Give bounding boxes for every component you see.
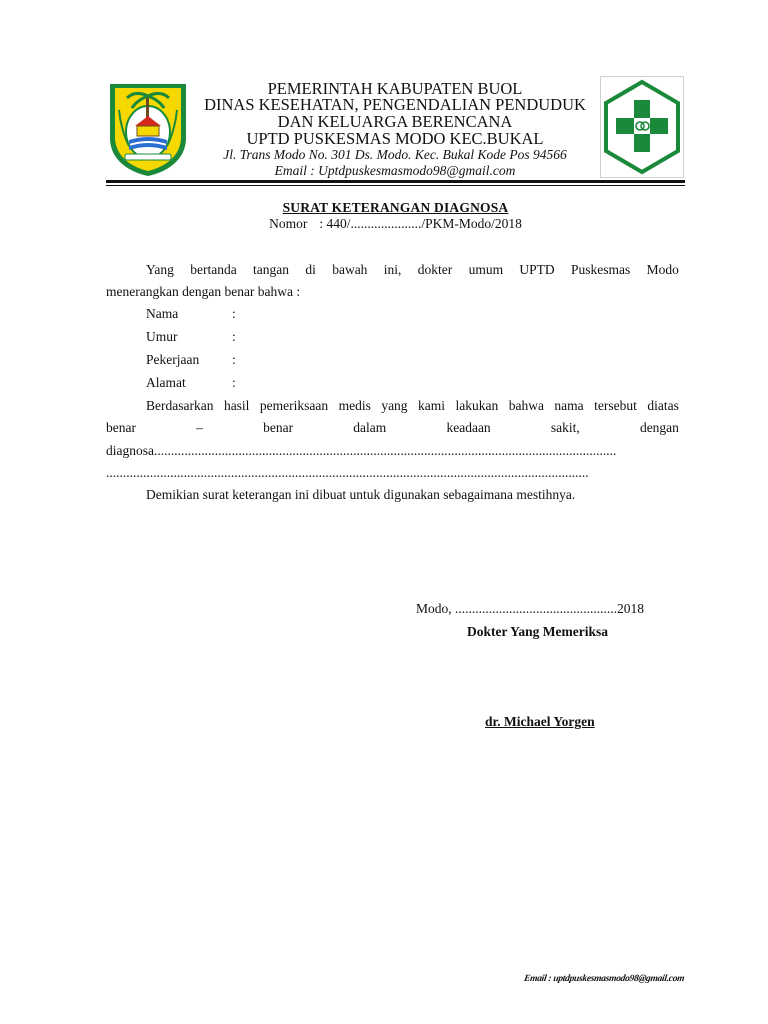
- puskesmas-cross-icon: [600, 76, 684, 178]
- document-number: [106, 216, 685, 232]
- nomor-label: Nomor: [269, 216, 308, 231]
- paragraph-1-word: umum: [468, 262, 504, 277]
- signature-title: Dokter Yang Memeriksa: [467, 624, 608, 639]
- paragraph-2-line-2-word: sakit,: [550, 420, 580, 435]
- document-title: SURAT KETERANGAN DIAGNOSA: [282, 200, 509, 215]
- paragraph-2-line-1-word: pemeriksaan: [259, 398, 329, 413]
- paragraph-2-line-1-word: hasil: [223, 398, 250, 413]
- footer-email: Email : uptdpuskesmasmodo98@gmail.com: [523, 974, 685, 984]
- paragraph-1-word: dokter: [417, 262, 453, 277]
- signature-name: dr. Michael Yorgen: [485, 714, 595, 729]
- paragraph-1-line-2: menerangkan dengan benar bahwa :: [106, 284, 301, 299]
- field-colon-umur: :: [232, 329, 236, 344]
- signature-place-date: Modo, ................................................2018: [416, 601, 645, 616]
- field-colon-nama: :: [232, 306, 236, 321]
- letterhead-email: Email : Uptdpuskesmasmodo98@gmail.com: [274, 163, 516, 178]
- paragraph-1-word: bawah: [332, 262, 368, 277]
- paragraph-1-line-1: [146, 262, 679, 278]
- paragraph-1-word: tangan: [253, 262, 290, 277]
- kabupaten-buol-emblem-icon: [107, 80, 189, 178]
- paragraph-2-line-1-word: Berdasarkan: [146, 398, 214, 413]
- letterhead-line-2: DINAS KESEHATAN, PENGENDALIAN PENDUDUK: [204, 95, 586, 114]
- paragraph-1-word: Yang: [146, 262, 174, 277]
- paragraph-2-line-1-word: medis: [338, 398, 371, 413]
- paragraph-2-line-2-word: dengan: [639, 420, 679, 435]
- letterhead-rule-thick: [106, 180, 685, 183]
- paragraph-2-line-2-word: dalam: [353, 420, 387, 435]
- paragraph-2-line-2-word: benar: [263, 420, 294, 435]
- letterhead-line-4: UPTD PUSKESMAS MODO KEC.BUKAL: [246, 129, 544, 148]
- paragraph-2-line-1-word: tersebut: [594, 398, 637, 413]
- field-label-nama: Nama: [146, 306, 179, 321]
- paragraph-2-line-1-word: diatas: [647, 398, 679, 413]
- paragraph-2-line-1-word: yang: [381, 398, 408, 413]
- paragraph-2-line-1-word: lakukan: [455, 398, 499, 413]
- paragraph-1-word: Modo: [646, 262, 679, 277]
- letterhead-rule-thin: [106, 185, 685, 186]
- nomor-value: : 440/...................../PKM-Modo/2018: [319, 216, 522, 231]
- paragraph-3: Demikian surat keterangan ini dibuat untuk digunakan sebagaimana mestihnya.: [146, 487, 576, 502]
- paragraph-2-line-3: diagnosa.........................................................................................................................................: [106, 443, 617, 458]
- paragraph-2-line-1-word: nama: [554, 398, 584, 413]
- letterhead-line-3: DAN KELUARGA BERENCANA: [277, 112, 513, 131]
- letterhead-line-1: PEMERINTAH KABUPATEN BUOL: [267, 79, 523, 98]
- field-label-pekerjaan: Pekerjaan: [146, 352, 200, 367]
- field-label-umur: Umur: [146, 329, 178, 344]
- paragraph-1-word: UPTD: [519, 262, 555, 277]
- paragraph-2-line-2-word: keadaan: [446, 420, 491, 435]
- paragraph-2-line-2: [106, 420, 679, 436]
- paragraph-2-line-1-word: bahwa: [508, 398, 544, 413]
- paragraph-2-line-2-word: –: [196, 420, 203, 435]
- field-colon-pekerjaan: :: [232, 352, 236, 367]
- field-label-alamat: Alamat: [146, 375, 186, 390]
- paragraph-1-word: ini,: [383, 262, 402, 277]
- letterhead-address: Jl. Trans Modo No. 301 Ds. Modo. Kec. Bukal Kode Pos 94566: [223, 147, 567, 162]
- paragraph-2-line-1: [146, 398, 679, 414]
- paragraph-2-line-1-word: kami: [418, 398, 446, 413]
- paragraph-1-word: bertanda: [190, 262, 237, 277]
- paragraph-2-line-2-word: benar: [106, 420, 136, 435]
- paragraph-1-word: di: [305, 262, 316, 277]
- paragraph-1-word: Puskesmas: [571, 262, 631, 277]
- paragraph-2-line-4: ...............................................................................................................................................: [106, 465, 589, 480]
- field-colon-alamat: :: [232, 375, 236, 390]
